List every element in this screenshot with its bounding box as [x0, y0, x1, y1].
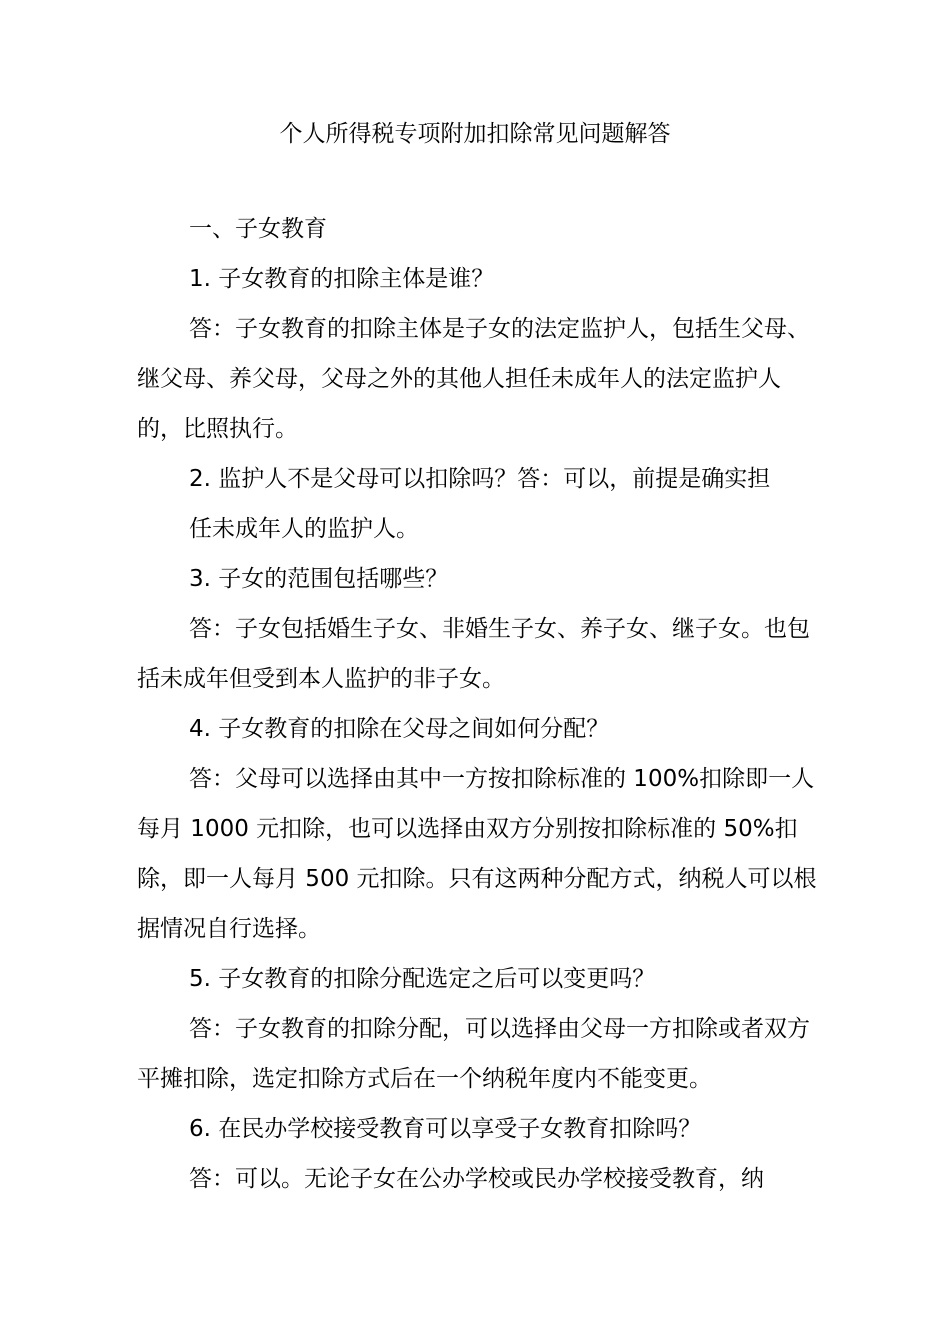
question-2-with-answer: 2. 监护人不是父母可以扣除吗？答：可以，前提是确实担: [189, 466, 771, 492]
question-4: 4. 子女教育的扣除在父母之间如何分配？: [189, 716, 610, 742]
answer-3: 答：子女包括婚生子女、非婚生子女、养子女、继子女。也包括未成年但受到本人监护的非子女。: [137, 616, 810, 692]
document-body: [137, 204, 819, 1204]
question-6: 6. 在民办学校接受教育可以享受子女教育扣除吗？: [189, 1116, 702, 1142]
answer-6: 答：可以。无论子女在公办学校或民办学校接受教育，纳: [189, 1166, 764, 1192]
answer-1: 答：子女教育的扣除主体是子女的法定监护人，包括生父母、继父母、养父母，父母之外的其他人担任未成年人的法定监护人的，比照执行。: [137, 316, 810, 442]
document-title: 个人所得税专项附加扣除常见问题解答: [279, 121, 671, 147]
answer-5: 答：子女教育的扣除分配，可以选择由父母一方扣除或者双方平摊扣除，选定扣除方式后在一个纳税年度内不能变更。: [137, 1016, 810, 1092]
question-1: 1. 子女教育的扣除主体是谁？: [189, 266, 495, 292]
question-5: 5. 子女教育的扣除分配选定之后可以变更吗？: [189, 966, 656, 992]
question-3: 3. 子女的范围包括哪些？: [189, 566, 449, 592]
section-heading-children-education: 一、子女教育: [189, 216, 327, 242]
question-2-answer-continuation: 任未成年人的监护人。: [189, 516, 419, 542]
answer-4: 答：父母可以选择由其中一方按扣除标准的 100%扣除即一人每月 1000 元扣除，也可以选择由双方分别按扣除标准的 50%扣除，即一人每月 500 元扣除。只有这两种分配方式，纳税人可以根据情况自行选择。: [137, 766, 817, 942]
